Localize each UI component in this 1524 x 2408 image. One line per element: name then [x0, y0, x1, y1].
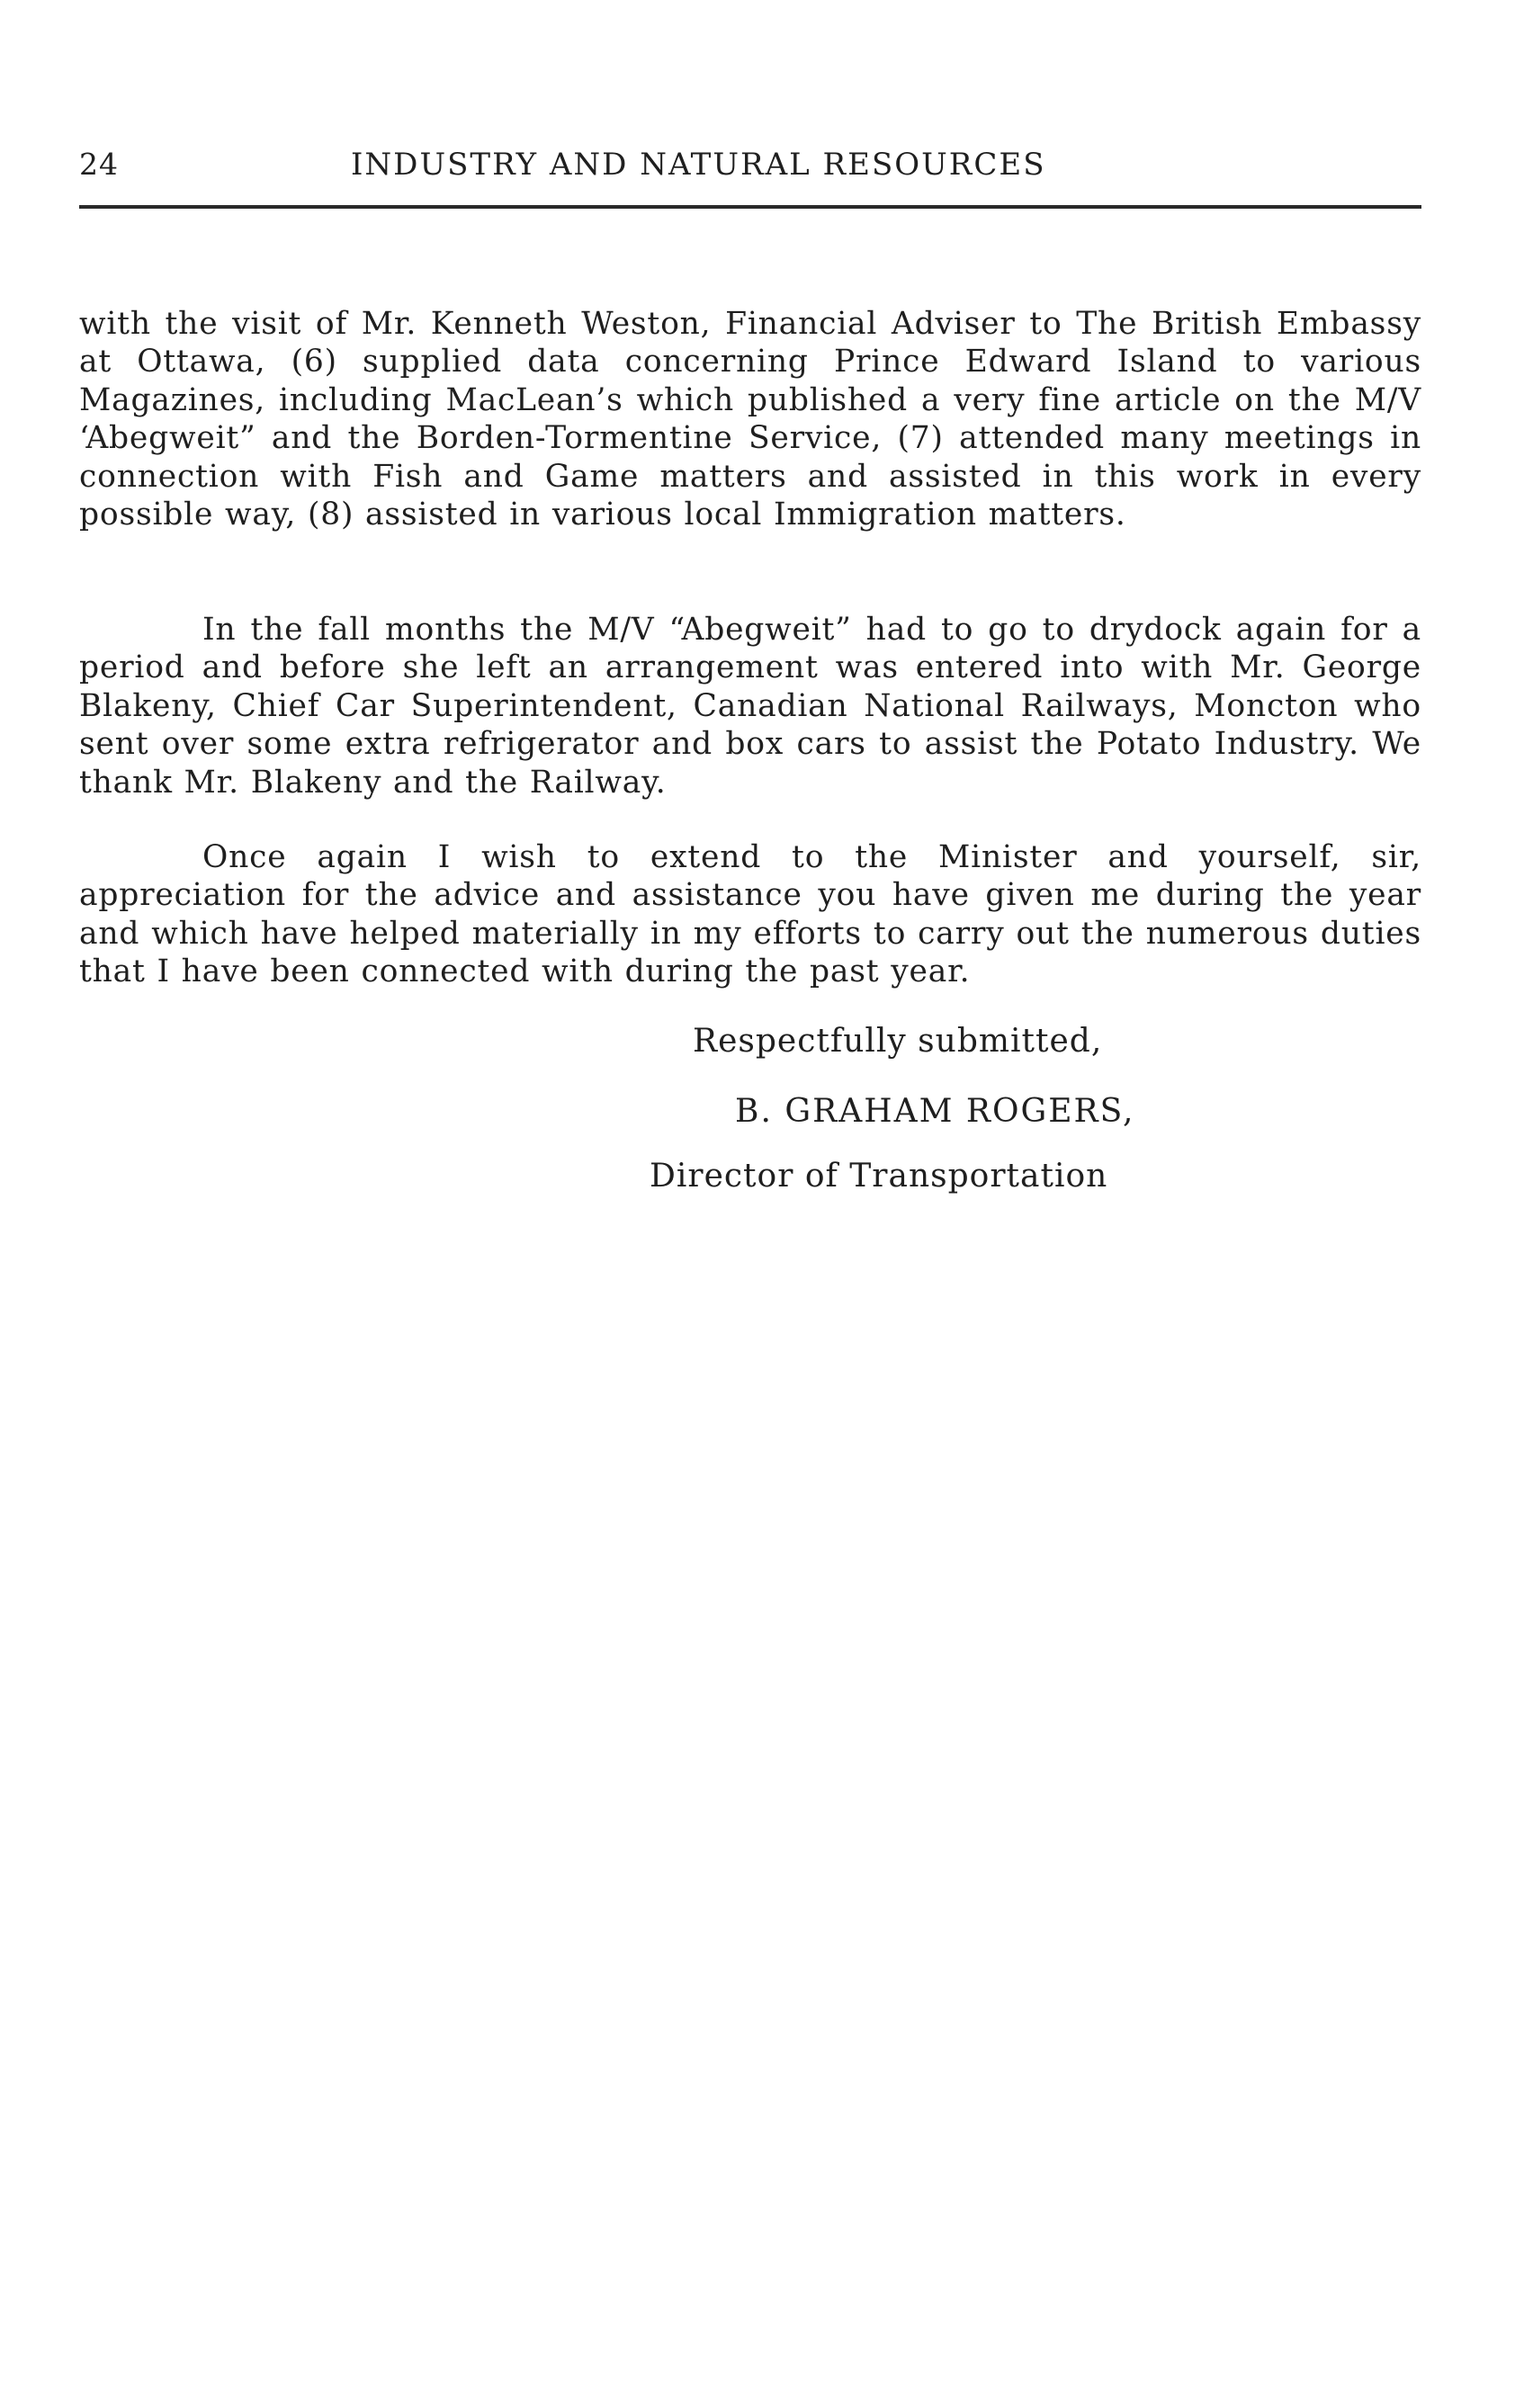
header-rule: [79, 205, 1421, 209]
signature-closing: Respectfully submitted,: [693, 1023, 1103, 1060]
body-paragraph-drydock: In the fall months the M/V “Abegweit” had to go to drydock again for a period and before she left an arrangement was entered into with Mr. George Blakeny, Chief Car Superintendent, Canadian National Railways, Moncton who sent over some extra refrigerator and box cars to assist the Potato Industry. We thank Mr. Blakeny and the Railway.: [79, 611, 1421, 801]
signature-title: Director of Transportation: [650, 1158, 1108, 1195]
running-header-title: INDUSTRY AND NATURAL RESOURCES: [351, 147, 1046, 183]
page-number: 24: [79, 147, 119, 182]
body-paragraph-appreciation: Once again I wish to extend to the Minister and yourself, sir, appreciation for the advice and assistance you have given me during the year and which have helped materially in my efforts to carry out the numerous duties that I have been connected with during the past year.: [79, 838, 1421, 989]
signature-name: B. GRAHAM ROGERS,: [735, 1093, 1135, 1130]
body-paragraph-continuation: with the visit of Mr. Kenneth Weston, Financial Adviser to The British Embassy at Ottawa, (6) supplied data concerning Prince Edward Island to various Magazines, including MacLean’s which published a very fine article on the M/V ‘Abegweit” and the Borden-Tormentine Service, (7) attended many meetings in connection with Fish and Game matters and assisted in this work in every possible way, (8) assisted in various local Immigration matters.: [79, 305, 1421, 533]
